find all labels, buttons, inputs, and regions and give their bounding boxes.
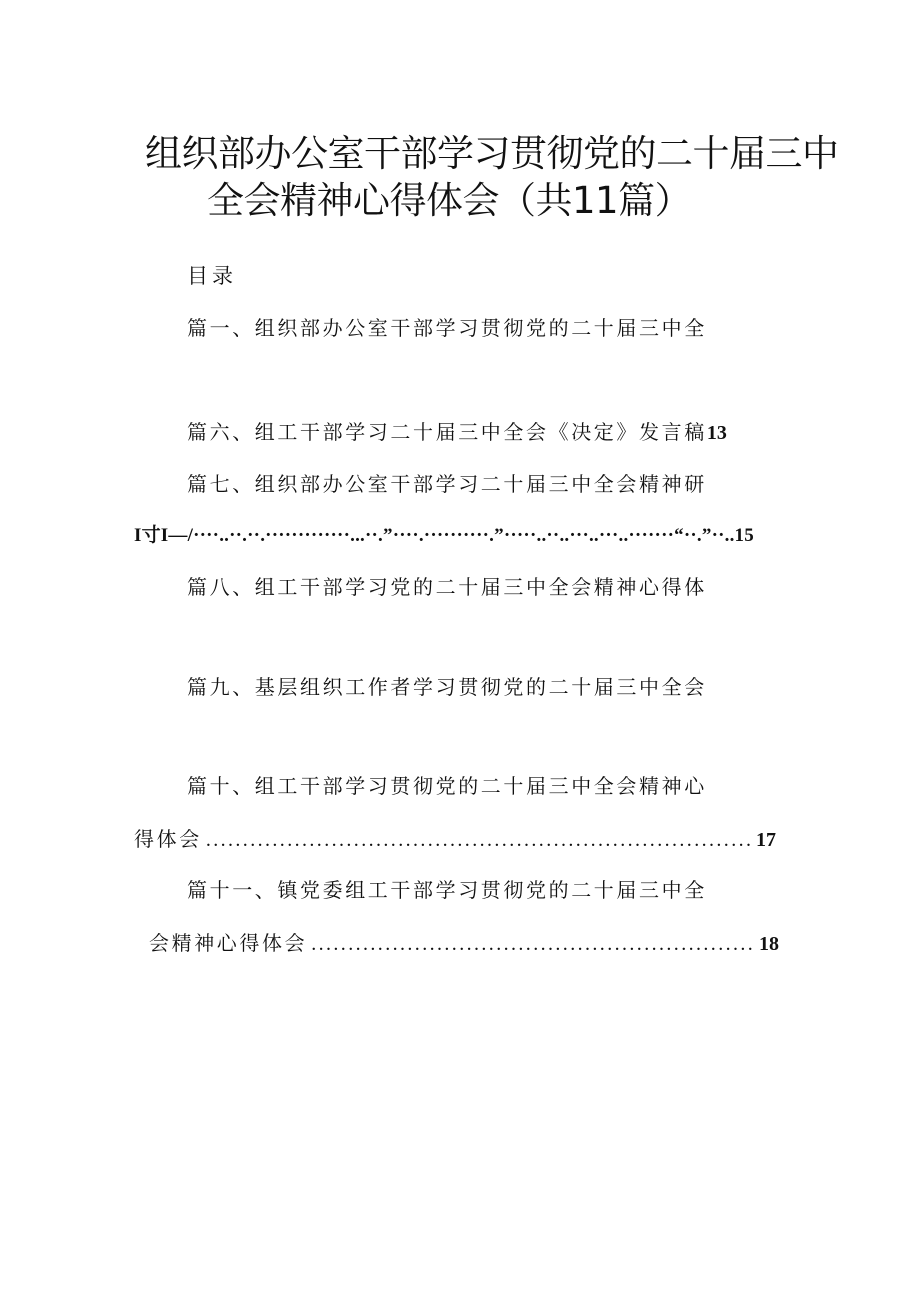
toc-entry-11: 篇十一、镇党委组工干部学习贯彻党的二十届三中全	[187, 878, 707, 902]
toc-entry-11-label: 会精神心得体会	[149, 931, 308, 955]
toc-entry-10-continuation	[134, 825, 776, 854]
toc-entry-6-label: 篇六、组工干部学习二十届三中全会《决定》发言稿	[187, 420, 707, 444]
toc-entry-7: 篇七、组织部办公室干部学习二十届三中全会精神研	[187, 472, 707, 496]
toc-entry-6	[187, 418, 727, 447]
dot-leader	[206, 826, 752, 854]
document-title-line-2: 全会精神心得体会（共11篇）	[207, 179, 692, 222]
dot-leader	[311, 930, 755, 958]
toc-entry-1: 篇一、组织部办公室干部学习贯彻党的二十届三中全	[187, 316, 707, 340]
toc-entry-10: 篇十、组工干部学习贯彻党的二十届三中全会精神心	[187, 774, 707, 798]
toc-entry-11-continuation	[149, 929, 779, 958]
toc-entry-6-page: 13	[706, 422, 727, 444]
document-title-line-1: 组织部办公室干部学习贯彻党的二十届三中	[145, 132, 839, 175]
toc-entry-8: 篇八、组工干部学习党的二十届三中全会精神心得体	[187, 575, 707, 599]
toc-heading: 目录	[187, 264, 237, 288]
toc-entry-11-page: 18	[759, 933, 779, 955]
toc-entry-10-label: 得体会	[134, 827, 202, 851]
toc-entry-9: 篇九、基层组织工作者学习贯彻党的二十届三中全会	[187, 675, 707, 699]
toc-entry-7-continuation: I寸I—/····..··.··.·············...··.”····.··········.”·····..··..···..···..·······“··.”··..15	[134, 525, 754, 546]
toc-entry-10-page: 17	[756, 829, 776, 851]
